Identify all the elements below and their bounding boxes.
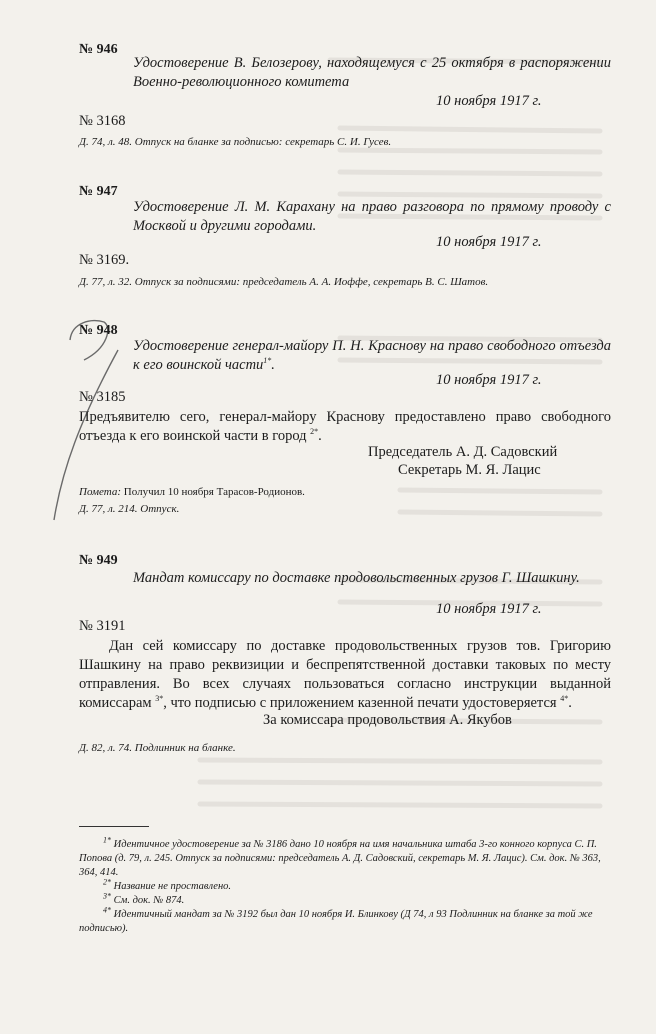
doc-948-mark-label: Помета: <box>79 486 122 498</box>
doc-946-number: № 946 <box>79 42 118 57</box>
footnote-1-mark: 1* <box>103 835 111 845</box>
footnote-4-mark: 4* <box>103 905 111 915</box>
doc-948-date: 10 ноября 1917 г. <box>436 372 542 388</box>
doc-947-number: № 947 <box>79 184 118 199</box>
doc-946-archive-number: № 3168 <box>79 113 126 129</box>
footnote-4 <box>79 905 611 936</box>
doc-949-text-footnote-mark-2: 4* <box>560 694 569 704</box>
doc-948-text-footnote-mark: 2* <box>310 427 319 437</box>
doc-947-archive-note: Д. 77, л. 32. Отпуск за подписями: председатель А. А. Иоффе, секретарь В. С. Шатов. <box>79 276 489 288</box>
doc-948-title-end: . <box>271 357 275 373</box>
doc-949-text-body: Дан сей комиссару по доставке продовольственных грузов тов. Григорию Шашкину на право реквизиции и беспрепятственной доставки таковых по месту отправления. Во всех случаях пользоваться согласно инструкции выданной комиссарам <box>79 638 611 711</box>
footnote-4-text: Идентичный мандат за № 3192 был дан 10 ноября И. Блинкову (Д 74, л 93 Подлинник на бланке за той же подписью). <box>79 909 593 934</box>
footnote-3-text: См. док. № 874. <box>113 895 185 906</box>
doc-949-date: 10 ноября 1917 г. <box>436 601 542 617</box>
footnote-3 <box>103 891 185 908</box>
footnote-2 <box>103 877 232 894</box>
footnote-2-text: Название не проставлено. <box>113 881 232 892</box>
doc-949-number: № 949 <box>79 553 118 568</box>
doc-948-text-body: Предъявителю сего, генерал-майору Краснову предоставлено право свободного отъезда к его воинской части в город <box>79 409 611 444</box>
footnote-1-text: Идентичное удостоверение за № 3186 дано 10 ноября на имя начальника штаба 3-го конного корпуса С. П. Попова (д. 79, л. 245. Отпуск за подписями: председатель А. Д. Садовский, секретарь М. Я. Лацис). См. док. № 363, 364, 414. <box>79 839 601 878</box>
doc-949-text-mid: , что подписью с приложением казенной печати удостоверяется <box>163 695 557 711</box>
doc-948-title-text: Удостоверение генерал-майору П. Н. Краснову на право свободного отъезда к его воинской части <box>133 338 611 373</box>
doc-948-title <box>133 337 611 375</box>
doc-948-title-footnote-mark: 1* <box>263 356 272 366</box>
doc-947-date: 10 ноября 1917 г. <box>436 234 542 250</box>
doc-946-date: 10 ноября 1917 г. <box>436 93 542 109</box>
doc-948-mark <box>79 485 305 500</box>
doc-949-archive-number: № 3191 <box>79 618 126 634</box>
doc-947-title: Удостоверение Л. М. Карахану на право разговора по прямому проводу с Москвой и другими городами. <box>133 199 611 234</box>
doc-946-title: Удостоверение В. Белозерову, находящемуся с 25 октября в распоряжении Военно-революционного комитета <box>133 55 611 90</box>
doc-946-archive-note: Д. 74, л. 48. Отпуск на бланке за подписью: секретарь С. И. Гусев. <box>79 136 392 148</box>
doc-948-text-end: . <box>318 428 322 444</box>
footnote-3-mark: 3* <box>103 891 111 901</box>
doc-948-text <box>79 408 611 446</box>
doc-949-archive-note: Д. 82, л. 74. Подлинник на бланке. <box>79 742 236 754</box>
doc-949-text-end: . <box>568 695 572 711</box>
footnote-divider <box>79 826 149 827</box>
doc-948-mark-text: Получил 10 ноября Тарасов-Родионов. <box>121 486 305 498</box>
doc-947-archive-number: № 3169. <box>79 252 130 268</box>
doc-948-number: № 948 <box>79 323 118 338</box>
doc-948-archive-note: Д. 77, л. 214. Отпуск. <box>79 503 180 515</box>
doc-949-signature: За комиссара продовольствия А. Якубов <box>263 712 512 728</box>
doc-948-archive-number: № 3185 <box>79 389 126 405</box>
footnote-1 <box>79 835 611 880</box>
doc-949-text-footnote-mark-1: 3* <box>155 694 164 704</box>
footnote-2-mark: 2* <box>103 877 111 887</box>
doc-948-signature-chair: Председатель А. Д. Садовский <box>368 444 558 460</box>
doc-949-text <box>79 637 611 713</box>
doc-948-signature-secretary: Секретарь М. Я. Лацис <box>398 462 541 478</box>
doc-949-title: Мандат комиссару по доставке продовольственных грузов Г. Шашкину. <box>133 570 580 586</box>
